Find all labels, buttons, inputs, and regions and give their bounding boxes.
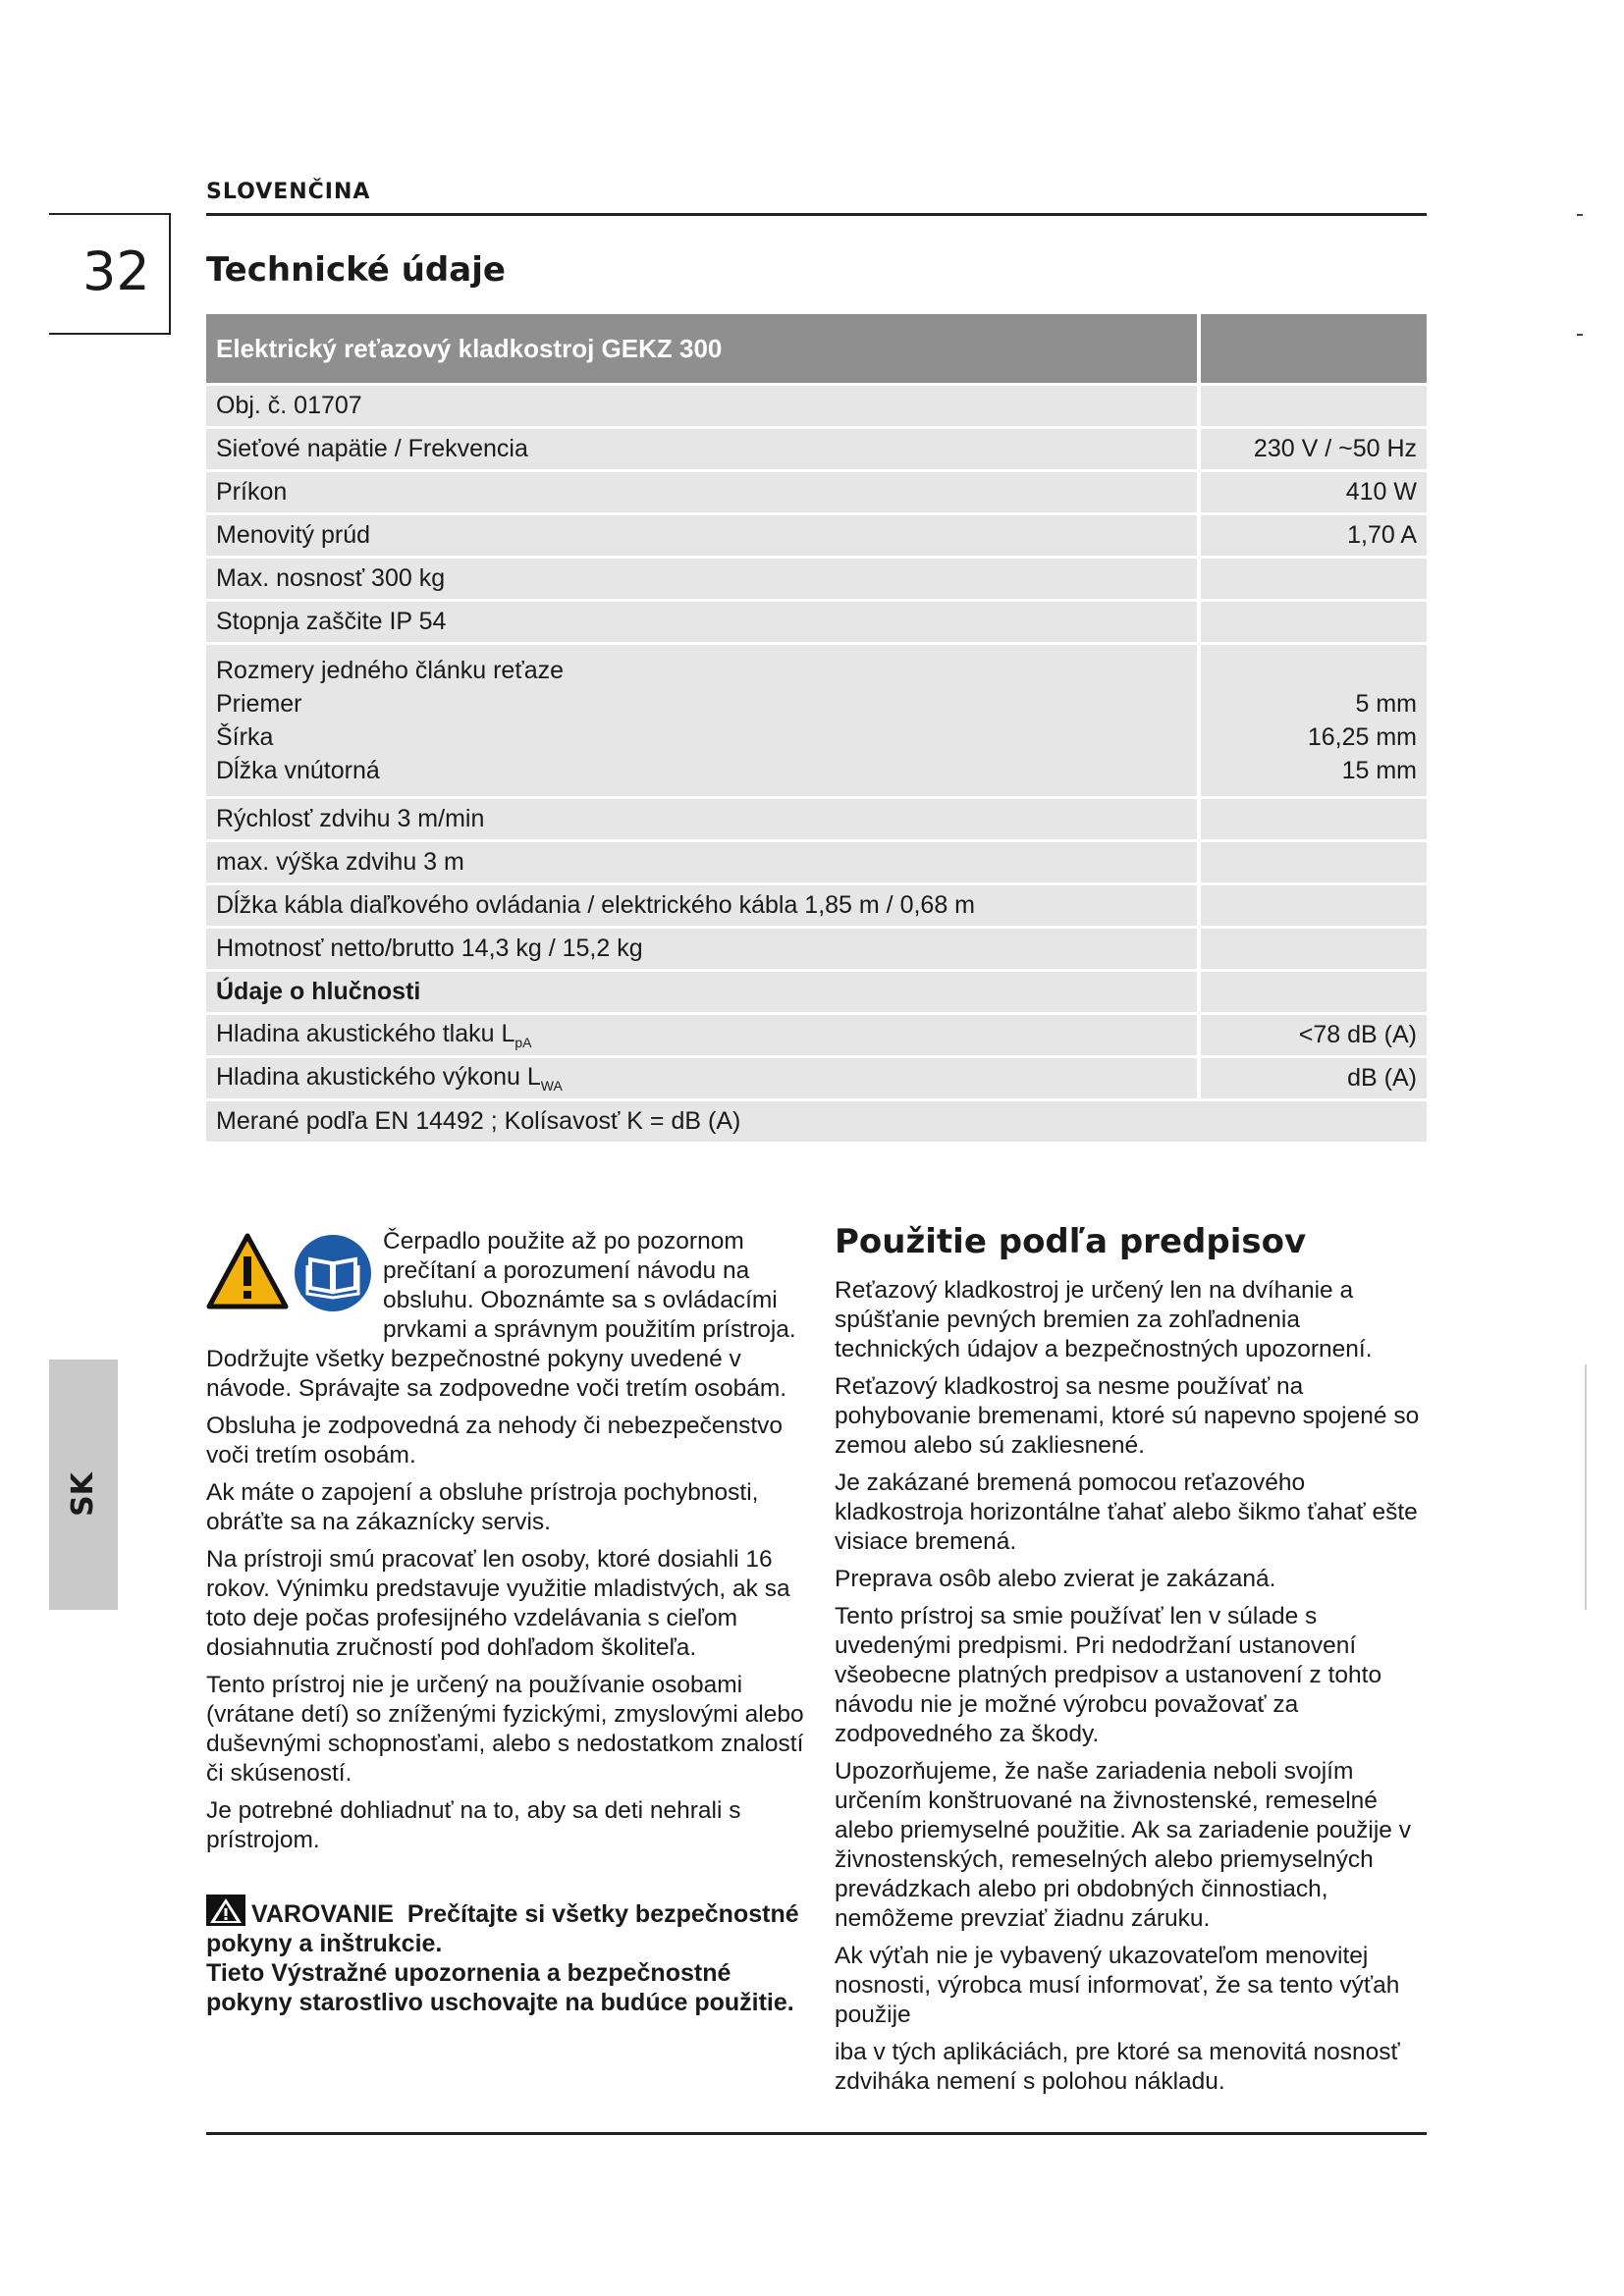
table-row <box>206 472 1427 515</box>
spec-label: Max. nosnosť 300 kg <box>206 559 1197 602</box>
intended-use-paragraph: Je zakázané bremená pomocou reťazového kladkostroja horizontálne ťahať alebo šikmo ťahať ešte visiace bremená. <box>835 1469 1418 1555</box>
language-label: SLOVENČINA <box>206 180 371 204</box>
spec-value <box>1197 885 1427 929</box>
intended-use-column <box>835 1276 1424 2105</box>
safety-paragraph: Čerpadlo použite až po pozornom prečítaní a porozumení návodu na obsluhu. Oboznámte sa s ovládacími prvkami a správnym použitím prístroja. Dodržujte všetky bezpečnostné pokyny uvedené v návode. Správajte sa zodpovedne voči tretím osobám. <box>206 1228 796 1402</box>
intended-use-paragraph: Ak výťah nie je vybavený ukazovateľom menovitej nosnosti, výrobca musí informovať, že sa tento výťah použije <box>835 1943 1400 2028</box>
table-row <box>206 885 1427 929</box>
bottom-rule <box>206 2132 1427 2135</box>
intended-use-paragraph: Tento prístroj sa smie používať len v súlade s uvedenými predpismi. Pri nedodržaní ustanovení všeobecne platných predpisov a ustanovení z tohto návodu nie je možné výrobcu považovať za zodpovedného za škody. <box>835 1603 1382 1747</box>
spec-value <box>1197 972 1427 1015</box>
table-header-row <box>206 314 1427 386</box>
chain-label: Dĺžka vnútorná <box>216 757 380 784</box>
chain-label: Šírka <box>216 723 274 751</box>
table-row <box>206 429 1427 472</box>
chain-value: 5 mm <box>1355 690 1417 718</box>
safety-paragraph: Na prístroji smú pracovať len osoby, ktoré dosiahli 16 rokov. Výnimku predstavuje využitie mladistvých, ak sa toto deje počas profesijného vzdelávania s cieľom dosiahnutia zručností pod dohľadom školiteľa. <box>206 1546 790 1661</box>
noise-power-value: dB (A) <box>1197 1058 1427 1101</box>
spec-value <box>1197 559 1427 602</box>
table-row-noise-heading <box>206 972 1427 1015</box>
spec-value: 410 W <box>1197 472 1427 515</box>
intended-use-title: Použitie podľa predpisov <box>835 1222 1307 1261</box>
intended-use-paragraph: iba v tých aplikáciách, pre ktoré sa menovitá nosnosť zdviháka nemení s polohou nákladu. <box>835 2039 1400 2095</box>
warning-block <box>206 1895 815 2017</box>
measured-note: Merané podľa EN 14492 ; Kolísavosť K = dB (A) <box>206 1101 1427 1145</box>
margin-tick <box>1577 214 1583 216</box>
table-row <box>206 386 1427 429</box>
spec-label: Dĺžka kábla diaľkového ovládania / elektrického kábla 1,85 m / 0,68 m <box>206 885 1197 929</box>
noise-pressure-label: Hladina akustického tlaku $L_{pA}$ <box>206 1015 1197 1058</box>
top-rule <box>206 213 1427 216</box>
table-row <box>206 799 1427 842</box>
table-row <box>206 515 1427 559</box>
technical-data-table <box>206 314 1427 1145</box>
spec-value <box>1197 386 1427 429</box>
safety-paragraph: Tento prístroj nie je určený na používanie osobami (vrátane detí) so zníženými fyzickými, zmyslovými alebo duševnými schopnosťami, alebo s nedostatkom znalostí či skúseností. <box>206 1672 804 1787</box>
spec-value: 1,70 A <box>1197 515 1427 559</box>
warning-word: VAROVANIE <box>251 1900 394 1928</box>
safety-icons <box>206 1233 375 1321</box>
spec-value <box>1197 842 1427 885</box>
spec-label: Sieťové napätie / Frekvencia <box>206 429 1197 472</box>
safety-paragraph: Obsluha je zodpovedná za nehody či nebezpečenstvo voči tretím osobám. <box>206 1413 784 1468</box>
spec-label: max. výška zdvihu 3 m <box>206 842 1197 885</box>
margin-tick <box>1577 334 1583 336</box>
table-row <box>206 929 1427 972</box>
spec-label: Rýchlosť zdvihu 3 m/min <box>206 799 1197 842</box>
chain-value: 16,25 mm <box>1307 723 1417 751</box>
safety-column <box>206 1227 805 1863</box>
table-row <box>206 842 1427 885</box>
page-number: 32 <box>82 240 150 302</box>
warning-icon <box>206 1895 245 1926</box>
spec-label: Obj. č. 01707 <box>206 386 1197 429</box>
edge-line <box>1585 1364 1587 1610</box>
noise-power-label: Hladina akustického výkonu $L_{WA}$ <box>206 1058 1197 1101</box>
intended-use-paragraph: Reťazový kladkostroj sa nesme používať na pohybovanie bremenami, ktoré sú napevno spojené so zemou alebo sú zakliesnené. <box>835 1373 1420 1459</box>
safety-paragraph: Ak máte o zapojení a obsluhe prístroja pochybnosti, obráťte sa na zákaznícky servis. <box>206 1479 759 1535</box>
noise-pressure-value: <78 dB (A) <box>1197 1015 1427 1058</box>
read-manual-icon <box>293 1233 373 1313</box>
spec-value <box>1197 929 1427 972</box>
warning-line: Tieto Výstražné upozornenia a bezpečnostné pokyny starostlivo uschovajte na budúce použitie. <box>206 1959 794 2016</box>
chain-labels <box>206 645 1197 799</box>
chain-value: 15 mm <box>1341 757 1417 784</box>
intended-use-paragraph: Preprava osôb alebo zvierat je zakázaná. <box>835 1566 1276 1592</box>
chain-label: Priemer <box>216 690 302 718</box>
warning-triangle-icon <box>206 1233 289 1309</box>
table-row <box>206 1015 1427 1058</box>
intended-use-paragraph: Reťazový kladkostroj je určený len na dvíhanie a spúšťanie pevných bremien za zohľadnenia technických údajov a bezpečnostných upozornení. <box>835 1277 1373 1362</box>
side-tab-label: SK <box>65 1472 100 1517</box>
warning-line <box>206 1895 815 1958</box>
noise-heading: Údaje o hlučnosti <box>206 972 1197 1015</box>
spec-label: Stopnja zaščite IP 54 <box>206 602 1197 645</box>
table-row <box>206 1058 1427 1101</box>
table-heading-value <box>1197 314 1427 386</box>
spec-value <box>1197 799 1427 842</box>
spec-label: Menovitý prúd <box>206 515 1197 559</box>
safety-paragraph: Je potrebné dohliadnuť na to, aby sa deti nehrali s prístrojom. <box>206 1797 741 1853</box>
table-row <box>206 559 1427 602</box>
section-title: Technické údaje <box>206 250 506 290</box>
chain-title: Rozmery jedného článku reťaze <box>216 657 565 684</box>
table-row-chain-dimensions <box>206 645 1427 799</box>
spec-label: Hmotnosť netto/brutto 14,3 kg / 15,2 kg <box>206 929 1197 972</box>
chain-values <box>1197 645 1427 799</box>
table-row-measured <box>206 1101 1427 1145</box>
table-row <box>206 602 1427 645</box>
intended-use-paragraph: Upozorňujeme, že naše zariadenia neboli svojím určením konštruované na živnostenské, remeselné alebo priemyselné použitie. Ak sa zariadenie použije v živnostenských, remeselných alebo priemyselných prevádzkach alebo pri obdobných činnostiach, nemôžeme prevziať žiadnu záruku. <box>835 1758 1411 1932</box>
warning-text: Prečítajte si všetky bezpečnostné pokyny a inštrukcie. <box>206 1900 799 1957</box>
spec-label: Príkon <box>206 472 1197 515</box>
table-heading: Elektrický reťazový kladkostroj GEKZ 300 <box>206 314 1197 386</box>
spec-value <box>1197 602 1427 645</box>
spec-value: 230 V / ~50 Hz <box>1197 429 1427 472</box>
